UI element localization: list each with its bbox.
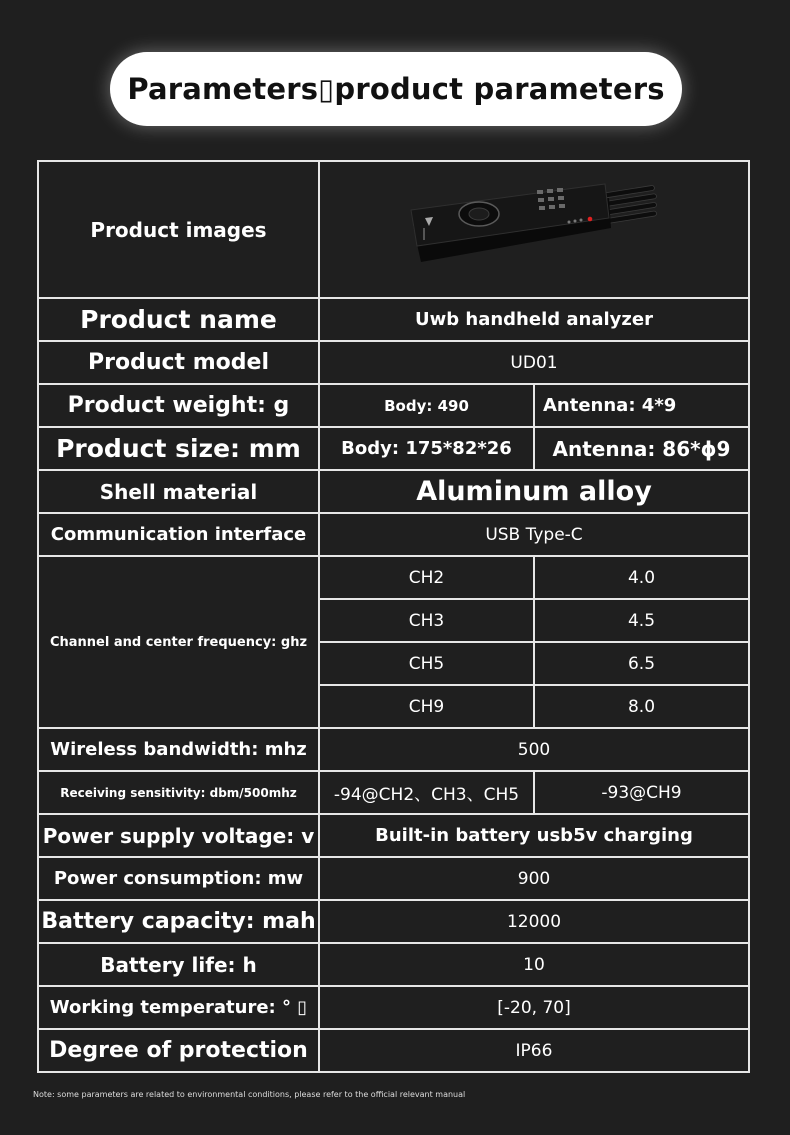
channel-name: CH3 [319, 599, 534, 642]
table-row [38, 900, 749, 943]
row-value-life: 10 [319, 943, 749, 986]
row-value-model: UD01 [319, 341, 749, 384]
channel-frequency: 6.5 [534, 642, 749, 685]
channel-frequency: 4.5 [534, 599, 749, 642]
page-title: Parameters▯product parameters [127, 72, 665, 106]
row-label-protection: Degree of protection [38, 1029, 319, 1072]
table-row [38, 814, 749, 857]
table-row [38, 1029, 749, 1072]
table-row [38, 298, 749, 341]
row-label-voltage: Power supply voltage: v [38, 814, 319, 857]
row-value-consumption: 900 [319, 857, 749, 900]
table-row [38, 771, 749, 814]
row-label-name: Product name [38, 298, 319, 341]
row-label-interface: Communication interface [38, 513, 319, 556]
row-value-weight-antenna: Antenna: 4*9 [534, 384, 749, 427]
row-value-voltage: Built-in battery usb5v charging [319, 814, 749, 857]
row-value-sensitivity-b: -93@CH9 [534, 771, 749, 814]
row-label-capacity: Battery capacity: mah [38, 900, 319, 943]
table-row [38, 857, 749, 900]
channel-frequency: 4.0 [534, 556, 749, 599]
row-label-model: Product model [38, 341, 319, 384]
row-label-weight: Product weight: g [38, 384, 319, 427]
table-row [38, 341, 749, 384]
row-label-size: Product size: mm [38, 427, 319, 470]
parameters-table [37, 160, 750, 1073]
table-row [38, 384, 749, 427]
table-row [38, 513, 749, 556]
table-row [38, 728, 749, 771]
channel-name: CH2 [319, 556, 534, 599]
channel-name: CH9 [319, 685, 534, 728]
row-label-sensitivity: Receiving sensitivity: dbm/500mhz [38, 771, 319, 814]
title-banner [110, 52, 682, 126]
channel-frequency: 8.0 [534, 685, 749, 728]
row-label-channels: Channel and center frequency: ghz [38, 556, 319, 728]
row-value-name: Uwb handheld analyzer [319, 298, 749, 341]
row-label-consumption: Power consumption: mw [38, 857, 319, 900]
row-value-capacity: 12000 [319, 900, 749, 943]
table-row [38, 470, 749, 513]
row-value-size-antenna: Antenna: 86*ϕ9 [534, 427, 749, 470]
row-label-images: Product images [38, 161, 319, 298]
row-value-weight-body: Body: 490 [319, 384, 534, 427]
row-value-size-body: Body: 175*82*26 [319, 427, 534, 470]
product-image [409, 180, 659, 280]
table-row [38, 943, 749, 986]
row-value-shell: Aluminum alloy [319, 470, 749, 513]
product-image-cell [319, 161, 749, 298]
row-label-shell: Shell material [38, 470, 319, 513]
row-value-sensitivity-a: -94@CH2、CH3、CH5 [319, 771, 534, 814]
row-value-interface: USB Type-C [319, 513, 749, 556]
table-row [38, 556, 749, 599]
row-value-temperature: [-20, 70] [319, 986, 749, 1029]
row-label-bandwidth: Wireless bandwidth: mhz [38, 728, 319, 771]
table-row [38, 161, 749, 298]
table-row [38, 986, 749, 1029]
row-value-protection: IP66 [319, 1029, 749, 1072]
footnote: Note: some parameters are related to environmental conditions, please refer to the official relevant manual [33, 1090, 466, 1099]
channel-name: CH5 [319, 642, 534, 685]
row-label-life: Battery life: h [38, 943, 319, 986]
row-label-temperature: Working temperature: ° ▯ [38, 986, 319, 1029]
row-value-bandwidth: 500 [319, 728, 749, 771]
table-row [38, 427, 749, 470]
